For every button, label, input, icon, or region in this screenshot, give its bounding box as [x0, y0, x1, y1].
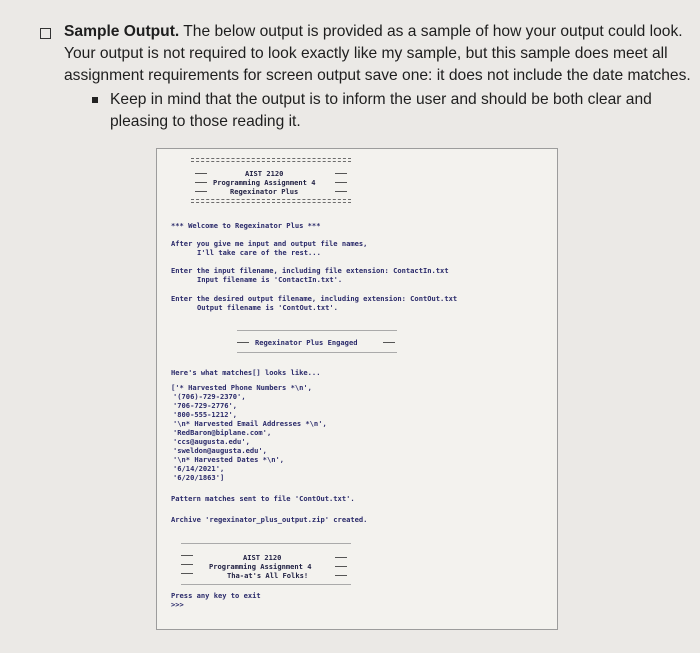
output-prompt-line: Enter the desired output filename, including extension: ContOut.txt	[171, 294, 458, 303]
input-echo-line: Input filename is 'ContactIn.txt'.	[197, 275, 343, 284]
matches-header-line: Here's what matches[] looks like...	[171, 368, 321, 377]
intro-line-2: I'll take care of the rest...	[197, 248, 321, 257]
closing-banner-line-1: AIST 2120	[243, 553, 282, 562]
match-line: 'ccs@augusta.edu',	[173, 437, 250, 446]
intro-line-1: After you give me input and output file names,	[171, 239, 368, 248]
keep-in-mind-paragraph: Keep in mind that the output is to inform the user and should be both clear and pleasing to those reading it.	[110, 91, 652, 130]
match-line: 'RedBaron@biplane.com',	[173, 428, 272, 437]
checkbox-bullet	[40, 28, 51, 39]
sent-line: Pattern matches sent to file 'ContOut.txt'.	[171, 494, 355, 503]
match-line: '6/14/2021',	[173, 464, 225, 473]
sample-output-label: Sample Output.	[64, 23, 180, 40]
banner-line-3: Regexinator Plus	[230, 187, 299, 196]
closing-banner-line-2: Programming Assignment 4	[209, 562, 312, 571]
console-output-screenshot	[156, 148, 558, 630]
sample-output-paragraph	[64, 21, 694, 87]
press-key-line: Press any key to exit	[171, 591, 261, 600]
output-echo-line: Output filename is 'ContOut.txt'.	[197, 303, 338, 312]
match-line: '800-555-1212',	[173, 410, 238, 419]
repl-prompt: >>>	[171, 600, 184, 609]
match-line: '706-729-2776',	[173, 401, 238, 410]
match-line: '\n* Harvested Email Addresses *\n',	[173, 419, 327, 428]
archive-line: Archive 'regexinator_plus_output.zip' created.	[171, 515, 368, 524]
match-line: 'sweldon@augusta.edu',	[173, 446, 267, 455]
square-bullet	[92, 97, 98, 103]
match-line: '6/20/1863']	[173, 473, 225, 482]
input-prompt-line: Enter the input filename, including file extension: ContactIn.txt	[171, 266, 449, 275]
closing-banner-line-3: Tha-at's All Folks!	[227, 571, 309, 580]
match-line: '(706)-729-2370',	[173, 392, 246, 401]
banner-line-2: Programming Assignment 4	[213, 178, 316, 187]
welcome-line: *** Welcome to Regexinator Plus ***	[171, 221, 321, 230]
sample-output-text: The below output is provided as a sample of how your output could look. Your output is not required to look exactly like my sample, but this sample does meet all assignment requirements for screen output save one: it does not include the date matches.	[64, 23, 691, 84]
match-line: '\n* Harvested Dates *\n',	[173, 455, 285, 464]
match-line: ['* Harvested Phone Numbers *\n',	[171, 383, 312, 392]
banner-line-1: AIST 2120	[245, 169, 284, 178]
engaged-line: Regexinator Plus Engaged	[255, 338, 358, 347]
